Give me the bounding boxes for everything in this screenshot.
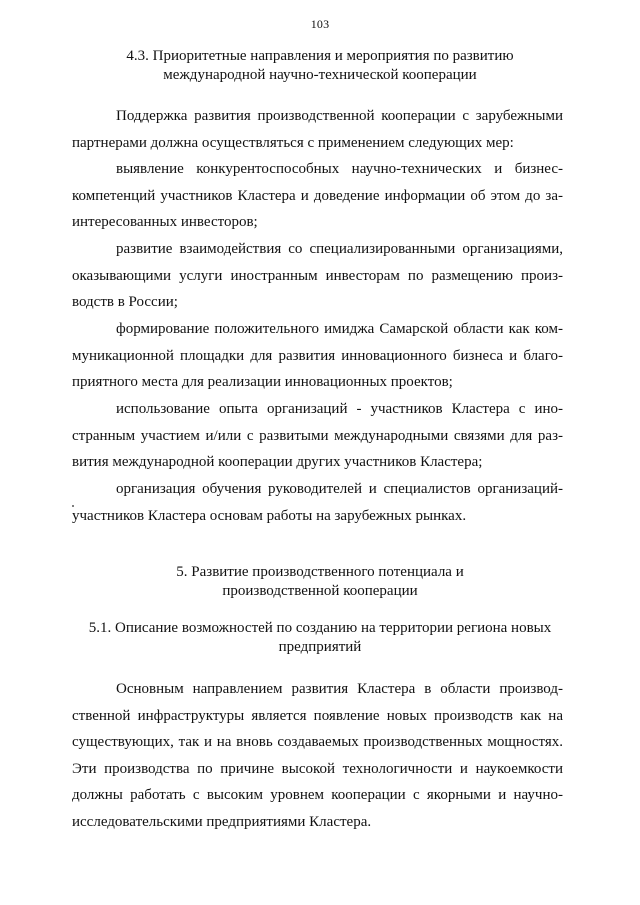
section-5-1-title-line2: предприятий (278, 639, 362, 655)
measure-1-line2: компетенций участников Кластера и доведение информации об этом до за- (72, 187, 563, 204)
intro-line2: партнерами должна осуществляться с применением следующих мер: (72, 134, 514, 151)
section-5-title-line2: производственной кооперации (222, 583, 418, 599)
section-5-title-line1: 5. Развитие производственного потенциала и (176, 564, 464, 580)
final-line6: исследовательскими предприятиями Кластера. (72, 813, 372, 830)
final-paragraph (72, 676, 563, 835)
final-line4: Эти производства по причине высокой технологичности и наукоемкости (72, 760, 563, 777)
section-4-3-heading (60, 47, 580, 85)
page-number: 103 (310, 17, 330, 31)
measure-5-line2: участников Кластера основам работы на зарубежных рынках. (72, 507, 467, 524)
section-4-3-title-line2: международной научно-технической кооперации (163, 67, 477, 83)
section-5-1-heading (60, 619, 580, 657)
final-line3: существующих, так и на вновь создаваемых производственных мощностях. (72, 734, 563, 750)
intro-line1: Поддержка развития производственной кооперации с зарубежными (116, 108, 563, 124)
measure-2-line1: развитие взаимодействия со специализированными организациями, (116, 241, 563, 257)
measure-3-line2: муникационной площадки для развития инновационного бизнеса и благо- (72, 347, 563, 364)
measure-4-line2: странным участием и/или с развитыми международными связями для раз- (72, 427, 563, 444)
measure-item (72, 236, 563, 316)
measure-3-line3: приятного места для реализации инновационных проектов; (72, 374, 453, 390)
final-line5: должны работать с высоким уровнем кооперации с якорными и научно- (72, 787, 563, 803)
measure-4-line1: использование опыта организаций - участников Кластера с ино- (116, 401, 563, 417)
measure-3-line1: формирование положительного имиджа Самарской области как ком- (116, 321, 563, 337)
intro-paragraph (72, 103, 563, 156)
section-4-3-title-line1: 4.3. Приоритетные направления и мероприятия по развитию (126, 48, 514, 64)
final-line2: ственной инфраструктуры является появление новых производств как на (72, 707, 563, 724)
measure-2-line2: оказывающими услуги иностранным инвесторам по размещению произ- (72, 267, 563, 284)
section-5-1-title-line1: 5.1. Описание возможностей по созданию на территории региона новых (88, 620, 552, 636)
measure-item (72, 156, 563, 236)
measure-item (72, 316, 563, 396)
measure-item (72, 476, 563, 529)
measure-5-line1: организация обучения руководителей и специалистов организаций- (116, 481, 563, 497)
section-5-heading (60, 563, 580, 601)
measure-1-line1: выявление конкурентоспособных научно-технических и бизнес- (116, 161, 563, 177)
measure-2-line3: водств в России; (72, 294, 178, 310)
measure-1-line3: интересованных инвесторов; (72, 214, 258, 230)
measure-4-line3: вития международной кооперации других участников Кластера; (72, 454, 483, 470)
final-line1: Основным направлением развития Кластера в области производ- (116, 681, 563, 697)
measure-item (72, 396, 563, 476)
